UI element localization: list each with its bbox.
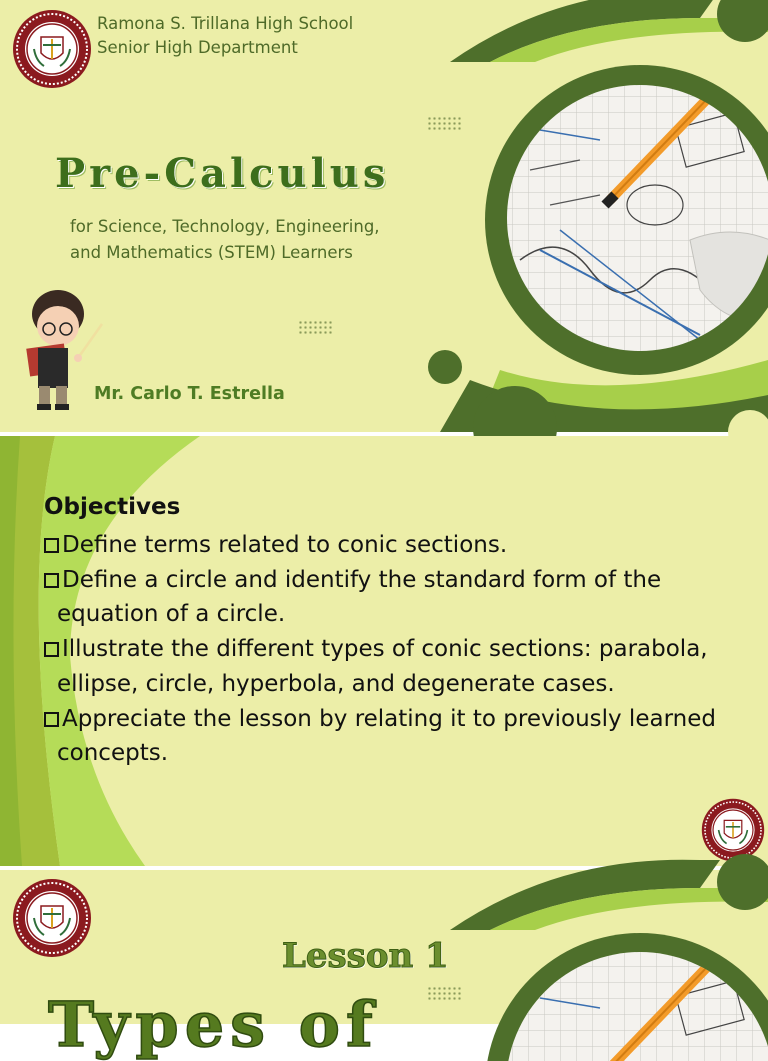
objective-text: Appreciate the lesson by relating it to previously learned concepts. <box>57 705 716 767</box>
course-subtitle <box>70 214 380 266</box>
checkbox-icon <box>44 642 59 657</box>
objective-text: Define terms related to conic sections. <box>62 532 508 558</box>
small-dot-left <box>428 350 462 384</box>
dot-pattern <box>427 986 463 1002</box>
department-name: Senior High Department <box>97 38 298 57</box>
objectives-slide <box>0 436 768 866</box>
checkbox-icon <box>44 712 59 727</box>
dot-pattern <box>427 116 463 132</box>
objective-item <box>44 702 734 771</box>
subtitle-line-2: and Mathematics (STEM) Learners <box>70 243 353 262</box>
math-photo-icon <box>500 938 768 1061</box>
subtitle-line-1: for Science, Technology, Engineering, <box>70 217 380 236</box>
top-right-dot <box>717 0 768 42</box>
school-header <box>97 12 353 60</box>
title-slide <box>0 0 768 432</box>
course-title: Pre-Calculus <box>55 150 390 197</box>
lesson-title-partial: Types of <box>48 988 379 1061</box>
objective-item <box>44 528 734 563</box>
lesson-slide <box>0 870 768 1061</box>
checkbox-icon <box>44 538 59 553</box>
school-seal-icon <box>12 9 92 89</box>
objective-item <box>44 563 734 632</box>
lesson-number: Lesson 1 <box>282 936 449 976</box>
dot-pattern <box>298 320 334 336</box>
school-seal-icon <box>701 798 765 862</box>
objective-text: Define a circle and identify the standard form of the equation of a circle. <box>57 566 662 628</box>
school-name: Ramona S. Trillana High School <box>97 14 354 33</box>
checkbox-icon <box>44 573 59 588</box>
school-seal-icon <box>12 878 92 958</box>
objective-text: Illustrate the different types of conic sections: parabola, ellipse, circle, hyperbola, and degenerate cases. <box>57 636 708 697</box>
objectives-list <box>44 528 734 771</box>
objectives-heading: Objectives <box>44 494 181 520</box>
teacher-name: Mr. Carlo T. Estrella <box>94 384 285 404</box>
objective-item <box>44 632 734 701</box>
